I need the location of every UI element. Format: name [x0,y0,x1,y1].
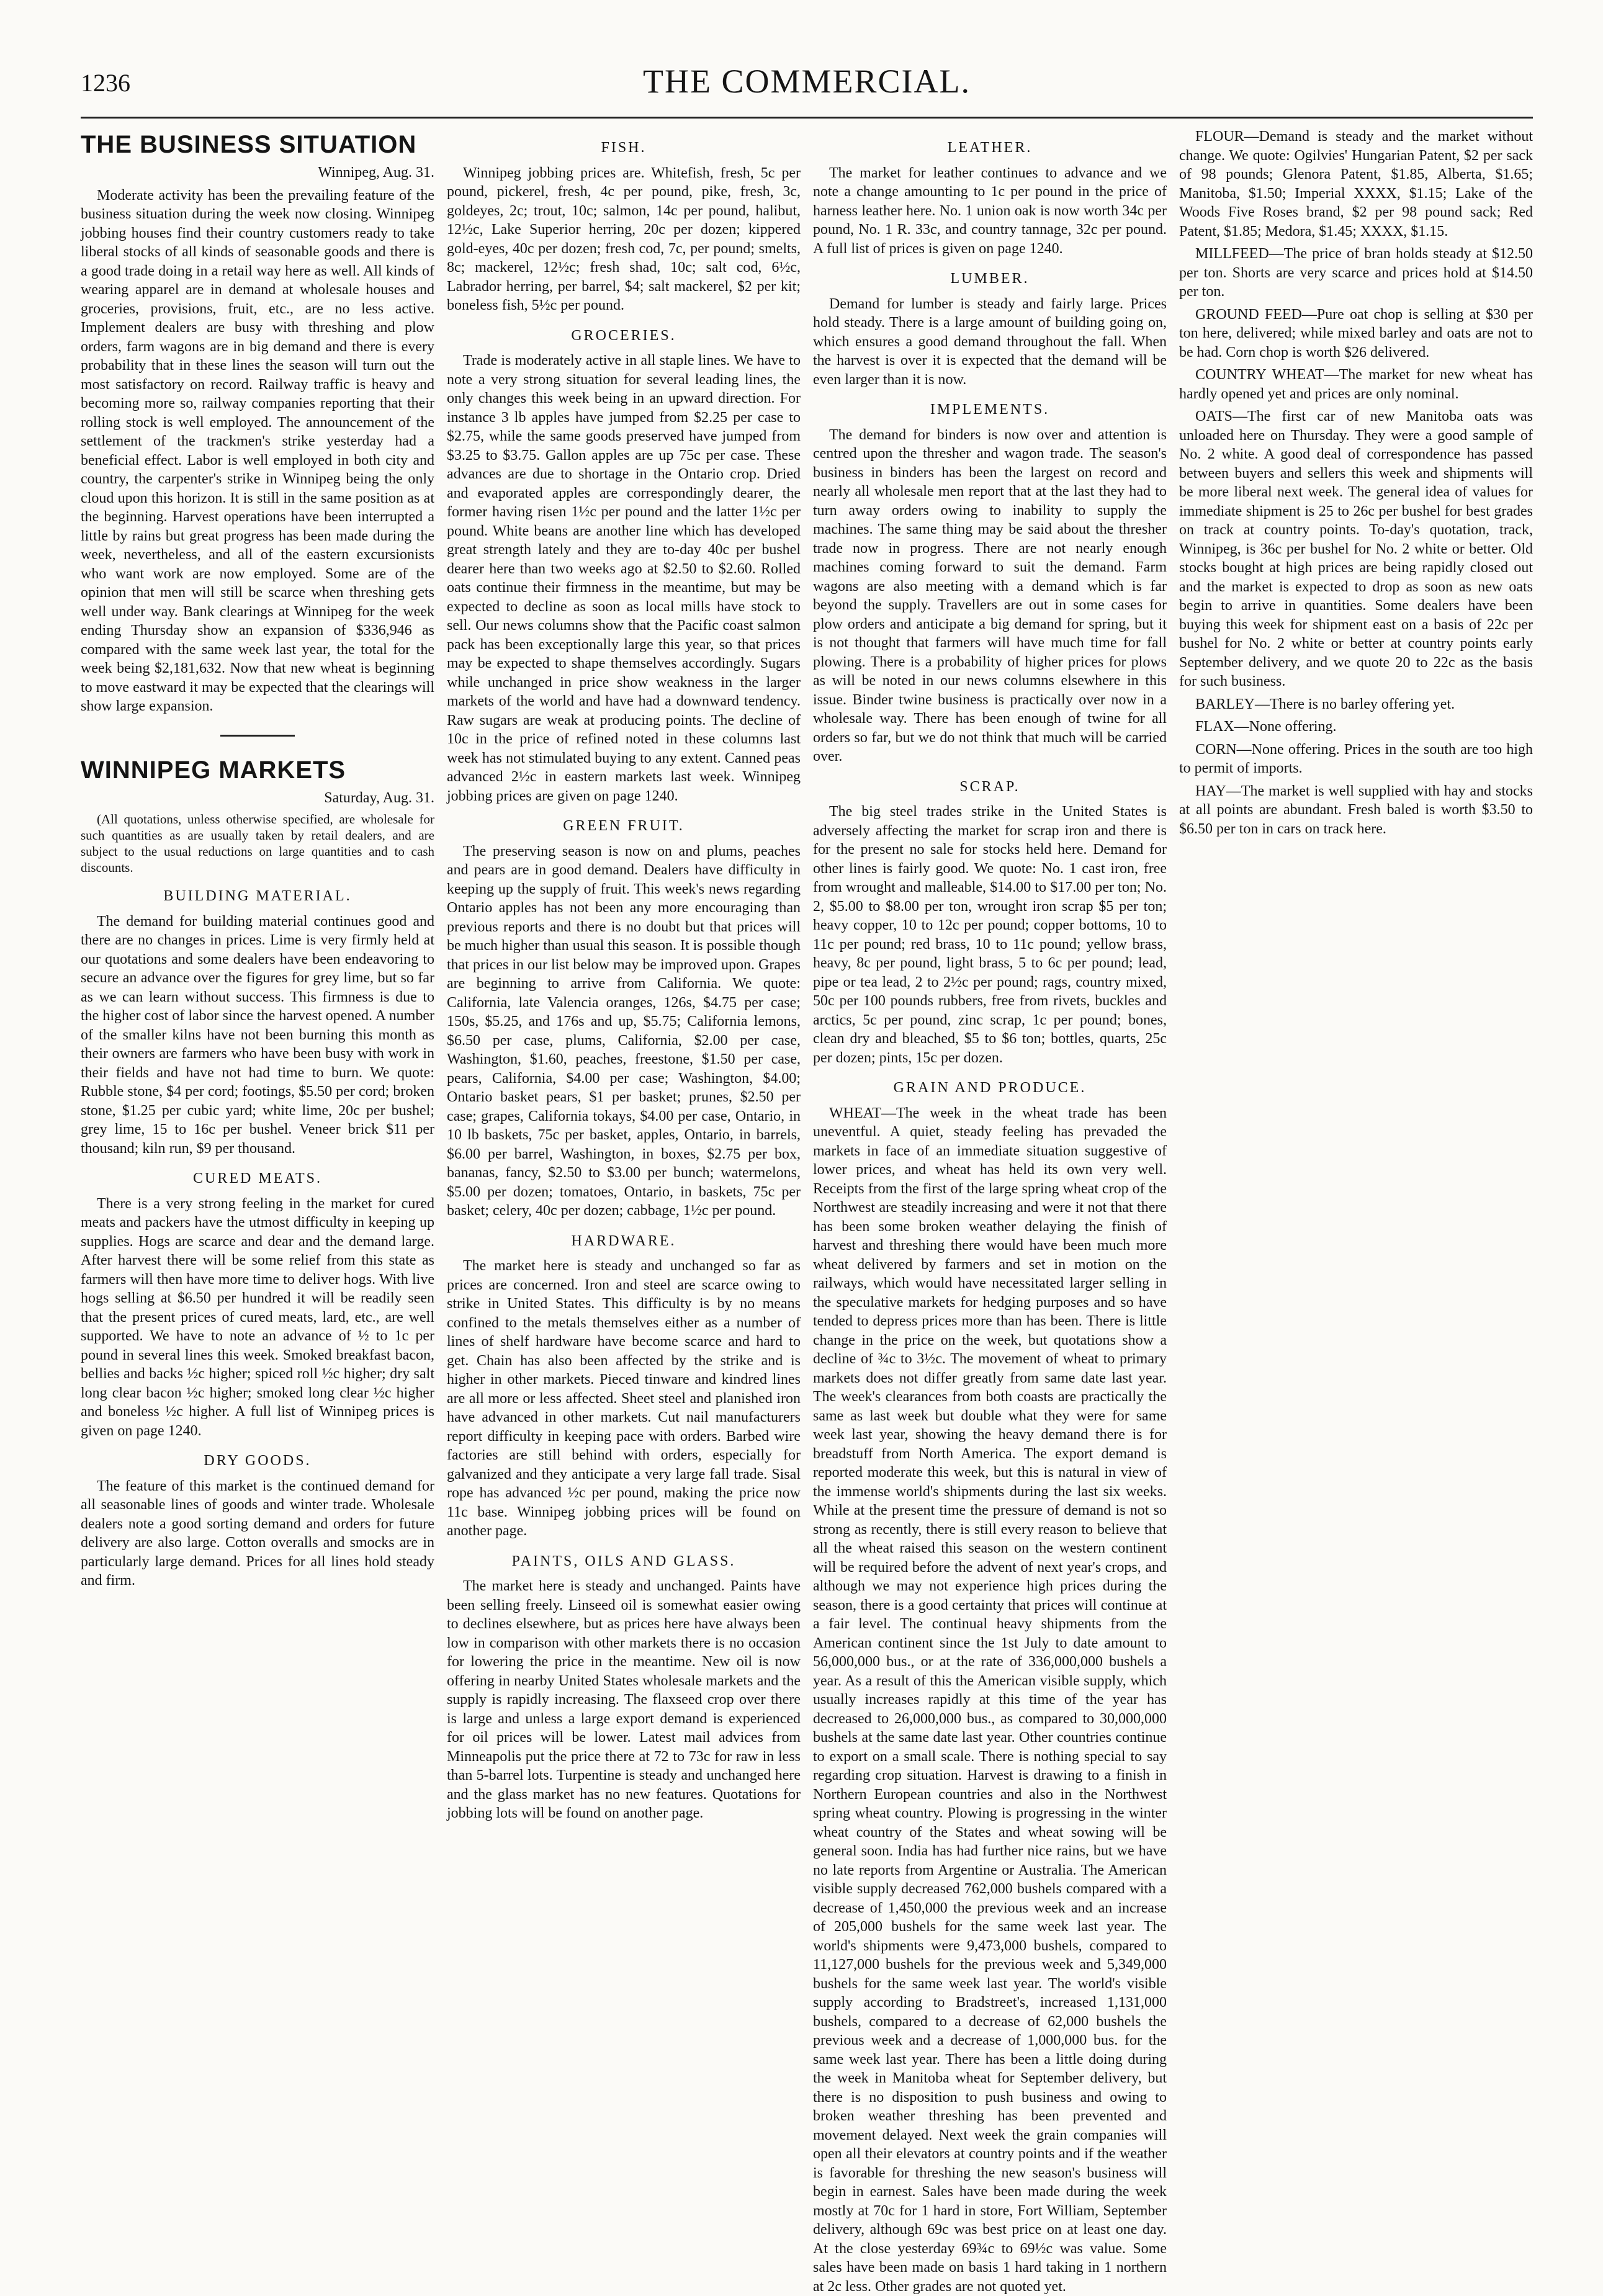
business-paragraph: Moderate activity has been the prevailing feature of the business situation during the week now closing. Winnipeg jobbing houses find their country customers ready to take liberal stocks of all kinds of seasonable goods and there is a good trade doing in a retail way here as well. All kinds of wearing apparel are in demand at wholesale houses and groceries, provisions, fruit, etc., are no less active. Implement dealers are busy with threshing and plow orders, farm wagons are in big demand and there is every probability that in these lines the season will turn out the most satisfactory on record. Railway traffic is heavy and becoming more so, railway companies reporting that their rolling stock is well employed. The announcement of the settlement of the trackmen's strike yesterday had a beneficial effect. Labor is well employed in both city and country, the carpenter's strike in Winnipeg being the only cloud upon this horizon. It is still in the same position as at the beginning. Harvest operations have been interrupted a little by rains but great progress has been made during the week, nevertheless, and all of the eastern excursionists who want work are now employed. Some are of the opinion that men will still be scarce when threshing gets well under way. Bank clearings at Winnipeg for the week ending Thursday show an expansion of $336,946 as compared with the same week last year, the total for the week being $2,181,632. Now that new wheat is beginning to move eastward it may be expected that the clearings will show large expansion. [81,186,434,716]
building-material-heading: BUILDING MATERIAL. [81,887,434,906]
implements-heading: IMPLEMENTS. [813,400,1167,419]
oats-paragraph: OATS—The first car of new Manitoba oats was unloaded here on Thursday. They were a good sample of No. 2 white. A good deal of correspondence has passed between buyers and sellers this week and shipments will be more liberal next week. The general idea of values for immediate shipment is 25 to 26c per bushel for best grades on track at country points. To-day's quotation, track, Winnipeg, is 36c per bushel for No. 2 white or better. Old stocks bought at high prices are being rapidly closed out and the market is expected to drop as soon as new oats begin to arrive in quantities. Some dealers have been buying this week for shipment east on a basis of 22c per bushel for No. 2 white or better at country points early September delivery, and we quote 20 to 22c as the basis for such business. [1179,407,1533,691]
column-1 [81,127,434,2144]
groceries-heading: GROCERIES. [447,326,801,346]
scrap-paragraph: The big steel trades strike in the United States is adversely affecting the market for scrap iron and there is for the present no sale for stocks held here. Demand for other lines is fairly good. We quote: No. 1 cast iron, free from wrought and malleable, $14.00 to $17.00 per ton; No. 2, $5.00 to $8.00 per ton, wrought iron scrap $5 per ton; heavy copper, 10 to 12c per pound; copper bottoms, 10 to 11c per pound; red brass, 10 to 11c pound; yellow brass, heavy, 8c per pound, light brass, 5 to 6c per pound; lead, pipe or tea lead, 2 to 2½c per pound; rags, country mixed, 50c per 100 pounds rubbers, free from rivets, buckles and arctics, 5c per pound, zinc scrap, 1c per pound; bones, clean dry and bleached, $5 to $6 ton; bottles, quarts, 25c per dozen; pints, 15c per dozen. [813,802,1167,1067]
grain-produce-heading: GRAIN AND PRODUCE. [813,1078,1167,1098]
wheat-paragraph: WHEAT—The week in the wheat trade has been uneventful. A quiet, steady feeling has prevaded the markets in face of an immediate situation suggestive of lower prices, and wheat has held its own very well. Receipts from the first of the large spring wheat crop of the Northwest are steadily increasing and were it not that there has been some broken weather delaying the finish of harvest and threshing there would have been much more wheat delivered by farmers and set in motion on the railways, which would have necessitated larger selling in the speculative markets for hedging purposes and so have tended to depress prices more than has been. There is little change in the price on the week, but quotations show a decline of ¾c to 3½c. The movement of wheat to primary markets does not differ greatly from same date last year. The week's clearances from both coasts are practically the same as last week but double what they were for same week last year, showing the heavy demand there is for breadstuff from North America. The export demand is reported moderate this week, but this is natural in view of the immense world's shipments during the last six weeks. While at the present time the pressure of demand is not so strong as recently, there is still every reason to believe that all the wheat raised this season on the western continent will be required before the advent of next year's crops, and although we may not experience high prices during the season, there is a good certainty that prices will continue at a fair level. The continual heavy shipments from the American continent since the 1st July to date amount to 56,000,000 bus., or at the rate of 336,000,000 bushels a year. As a result of this the American visible supply, which usually increases rapidly at this time of the year has decreased to 26,000,000 bus., as compared to 30,000,000 bushels at the same date last year. Other countries continue to export on a small scale. There is nothing special to say regarding crop situation. Harvest is drawing to a finish in Northern European countries and also in the Northwest spring wheat country. Plowing is progressing in the winter wheat country of the States and wheat sowing will be general soon. India has had further nice rains, but we have no late reports from Argentine or Australia. The American visible supply decreased 762,000 bushels compared with a decrease of 1,450,000 the previous week and an increase of 205,000 bushels for the same week last year. The world's shipments were 9,473,000 bushels, compared to 11,127,000 bushels for the previous week and 5,349,000 bushels for the same week last year. The world's visible supply according to Bradstreet's, increased 1,131,000 bushels, compared to a decrease of 62,000 bushels the previous week and a decrease of 1,000,000 bus. for the same week last year. There has been a little doing during the week in Manitoba wheat for September delivery, but there is no disposition to push business and owing to broken weather threshing has been prevented and movement delayed. Next week the grain companies will open all their elevators at country points and if the weather is favorable for threshing the new season's business will begin in earnest. Sales have been made during the week mostly at 70c for 1 hard in store, Fort William, September delivery, although 69c was best price on at least one day. At the close yesterday 69¾c to 69½c was value. Some sales have been made on basis 1 hard taking in 1 northern at 2c less. Other grades are not quoted yet. [813,1104,1167,2296]
dry-goods-heading: DRY GOODS. [81,1451,434,1471]
dry-goods-paragraph: The feature of this market is the continued demand for all seasonable lines of goods and winter trade. Wholesale dealers note a good sorting demand and orders for future delivery are also large. Cotton overalls and smocks are in particularly large demand. Prices for all lines hold steady and firm. [81,1477,434,1590]
leather-paragraph: The market for leather continues to advance and we note a change amounting to 1c per pound in the price of harness leather here. No. 1 union oak is now worth 34c per pound, No. 1 R. 33c, and country tannage, 32c per pound. A full list of prices is given on page 1240. [813,164,1167,259]
green-fruit-paragraph: The preserving season is now on and plums, peaches and pears are in good demand. Dealers have difficulty in keeping up the supply of fruit. This week's news regarding Ontario apples has not been any more encouraging than previous reports and there is no doubt but that prices will be much higher than usual this season. It is possible though that prices in our list below may be improved upon. Grapes are beginning to arrive from California. We quote: California, late Valencia oranges, 126s, $4.75 per case; 150s, $5.25, and 176s and up, $5.75; California lemons, $6.50 per case, plums, California, $2.00 per case, Washington, $1.60, peaches, freestone, $1.50 per case, pears, California, $4.00 per case; Washington, $4.00; Ontario basket pears, $1 per basket; prunes, $2.50 per case; grapes, California tokays, $4.00 per case, Ontario, in 10 lb baskets, 75c per basket, apples, Ontario, in barrels, $6.00 per barrel, Washington, in boxes, $2.75 per box, bananas, fancy, $2.50 to $3.00 per bunch; watermelons, $5.00 per dozen; tomatoes, Ontario, in baskets, 75c per basket; celery, 40c per dozen; cabbage, 1½c per pound. [447,842,801,1221]
implements-paragraph: The demand for binders is now over and attention is centred upon the thresher and wagon trade. The season's business in binders has been the largest on record and nearly all wholesale men report that at the last they had to turn away orders owing to inability to supply the machines. The same thing may be said about the thresher trade now in progress. There are not nearly enough machines coming forward to suit the demand. Farm wagons are also meeting with a demand which is far beyond the supply. Travellers are out in some cases for plow orders and anticipate a big demand for spring, but it is not thought that farmers will have much time for fall plowing. There is a probability of higher prices for plows as will be noted in our news columns elsewhere in this issue. Binder twine business is practically over now in a wholesale way. There has been enough of twine for all orders so far, but we do not think that much will be carried over. [813,426,1167,766]
country-wheat-paragraph: COUNTRY WHEAT—The market for new wheat has hardly opened yet and prices are only nominal. [1179,365,1533,403]
lumber-heading: LUMBER. [813,269,1167,289]
business-situation-heading: THE BUSINESS SITUATION [81,130,434,159]
lumber-paragraph: Demand for lumber is steady and fairly large. Prices hold steady. There is a large amount of building going on, which ensures a good demand throughout the fall. When the harvest is over it is expected that the demand will be even larger than it is now. [813,295,1167,390]
section-divider [220,735,295,737]
leather-heading: LEATHER. [813,138,1167,158]
building-material-paragraph: The demand for building material continues good and there are no changes in prices. Lime is very firmly held at our quotations and some dealers have been endeavoring to secure an advance over the figures for grey lime, but so far as we can learn without success. This firmness is due to the higher cost of labor since the harvest opened. A number of the smaller kilns have not been burning this month as their owners are farmers who have been busy with work in their fields and have not had time to burn. We quote: Rubble stone, $4 per cord; footings, $5.50 per cord; broken stone, $1.25 per cubic yard; white lime, 20c per bushel; grey lime, 15 to 16c per bushel. Veneer brick $11 per thousand; kiln run, $9 per thousand. [81,912,434,1159]
hardware-paragraph: The market here is steady and unchanged so far as prices are concerned. Iron and steel are scarce owing to strike in United States. This difficulty is by no means confined to the metals themselves either as a number of lines of shelf hardware have become scarce and hard to get. Chain has also been affected by the strike and is higher in other markets. Pieced tinware and kindred lines are all more or less affected. Sheet steel and planished iron have advanced in other markets. Cut nail manufacturers report difficulty in keeping pace with orders. Barbed wire factories are still behind with orders, especially for galvanized and they anticipate a very large fall trade. Sisal rope has advanced ½c per pound, making the price now 11c base. Winnipeg jobbing prices will be found on another page. [447,1257,801,1541]
masthead: THE COMMERCIAL. [81,62,1533,101]
corn-paragraph: CORN—None offering. Prices in the south are too high to permit of imports. [1179,740,1533,778]
winnipeg-markets-heading: WINNIPEG MARKETS [81,755,434,785]
flax-paragraph: FLAX—None offering. [1179,717,1533,737]
scrap-heading: SCRAP. [813,778,1167,797]
green-fruit-heading: GREEN FRUIT. [447,817,801,836]
cured-meats-heading: CURED MEATS. [81,1169,434,1188]
fish-heading: FISH. [447,138,801,158]
business-dateline: Winnipeg, Aug. 31. [81,163,434,182]
barley-paragraph: BARLEY—There is no barley offering yet. [1179,695,1533,714]
ground-feed-paragraph: GROUND FEED—Pure oat chop is selling at $30 per ton here, delivered; while mixed barley and oats are not to be had. Corn chop is worth $26 delivered. [1179,305,1533,362]
page-header [81,62,1533,105]
column-2 [447,127,801,2144]
groceries-paragraph: Trade is moderately active in all staple lines. We have to note a very strong situation for several leading lines, the only changes this week being in an upward direction. For instance 3 lb apples have jumped from $2.25 per case to $2.75, while the same goods preserved have jumped from $3.25 to $3.75. Gallon apples are up 75c per case. These advances are due to shortage in the Ontario crop. Dried and evaporated apples are correspondingly dearer, the former having risen 1½c per pound and the latter 1½c per pound. White beans are another line which has developed great strength lately and they are to-day 40c per bushel dearer here than two weeks ago at $2.50 to $2.60. Rolled oats continue their firmness in the meantime, but may be expected to decline as soon as local mills have stock to sell. Our news columns show that the Pacific coast salmon pack has been exceptionally large this year, so that prices may be expected to shape themselves accordingly. Sugars while unchanged in price show weakness in the larger markets of the world and have had a downward tendency. Raw sugars are weak at producing points. The decline of 10c in the price of refined noted in these columns last week has not stimulated buying to any extent. Canned peas advanced 2½c in eastern markets last week. Winnipeg jobbing prices are given on page 1240. [447,351,801,805]
flour-paragraph: FLOUR—Demand is steady and the market without change. We quote: Ogilvies' Hungarian Patent, $2 per sack of 98 pounds; Glenora Patent, $1.85, Alberta, $1.65; Manitoba, $1.50; Imperial XXXX, $1.15; Lake of the Woods Five Roses brand, $2 per 98 pound sack; Red Patent, $1.85; Medora, $1.45; XXXX, $1.15. [1179,127,1533,241]
cured-meats-paragraph: There is a very strong feeling in the market for cured meats and packers have the utmost difficulty in keeping up supplies. Hogs are scarce and dear and the demand large. After harvest there will be some relief from this state as farmers will then have more time to deliver hogs. With live hogs selling at $6.50 per hundred it will be readily seen that the present prices of cured meats, lard, etc., are well supported. We have to note an advance of ½ to 1c per pound in several lines this week. Smoked breakfast bacon, bellies and backs ½c higher; spiced roll ½c higher; dry salt long clear bacon ½c higher; smoked long clear ½c higher and boneless ½c higher. A full list of Winnipeg prices is given on page 1240. [81,1195,434,1441]
column-3 [813,127,1167,2144]
hardware-heading: HARDWARE. [447,1232,801,1251]
header-rule [81,117,1533,119]
page-number: 1236 [81,68,130,97]
paints-paragraph: The market here is steady and unchanged. Paints have been selling freely. Linseed oil is somewhat easier owing to declines elsewhere, but as prices here have always been low in comparison with other markets there is no occasion for lowering the price in the meantime. New oil is now offering in nearby United States wholesale markets and the supply is rapidly increasing. The flaxseed crop over there is large and unless a large export demand is experienced for oil prices will be lower. Latest mail advices from Minneapolis put the price there at 72 to 73c for raw in less than 5-barrel lots. Turpentine is steady and unchanged here and the glass market has no new features. Quotations for jobbing lots will be found on another page. [447,1577,801,1823]
paints-heading: PAINTS, OILS AND GLASS. [447,1552,801,1571]
markets-note: (All quotations, unless otherwise specified, are wholesale for such quantities as are usually taken by retail dealers, and are subject to the usual reductions on large quantities and to cash discounts. [81,811,434,876]
markets-dateline: Saturday, Aug. 31. [81,789,434,808]
article-columns [81,127,1533,2144]
hay-paragraph: HAY—The market is well supplied with hay and stocks at all points are abundant. Fresh baled is worth $3.50 to $6.50 per ton in cars on track here. [1179,782,1533,839]
fish-paragraph: Winnipeg jobbing prices are. Whitefish, fresh, 5c per pound, pickerel, fresh, 4c per pound, pike, fresh, 3c, goldeyes, 2c; trout, 10c; salmon, 14c per pound, halibut, 12½c, Lake Superior herring, 20c per dozen; kippered gold-eyes, 40c per dozen; fresh cod, 7c, per pound; smelts, 8c; mackerel, 12½c; fresh shad, 10c; salt cod, 6½c, Labrador herring, per barrel, $4; salt mackerel, $2 per kit; boneless fish, 5½c per pound. [447,164,801,315]
column-4 [1179,127,1533,2144]
millfeed-paragraph: MILLFEED—The price of bran holds steady at $12.50 per ton. Shorts are very scarce and prices hold at $14.50 per ton. [1179,244,1533,302]
